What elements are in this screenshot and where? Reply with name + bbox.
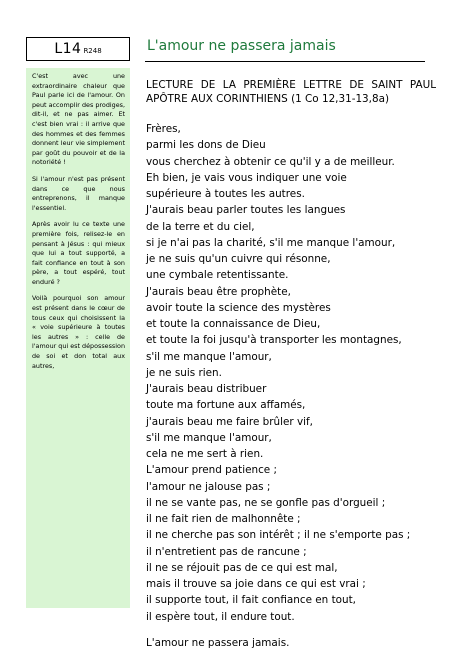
verse-line: s'il me manque l'amour, xyxy=(146,350,272,363)
verse-line: et toute la connaissance de Dieu, xyxy=(146,318,321,330)
commentary-paragraph: C'est avec une extraordinaire chaleur que Paul parle ici de l'amour. On peut accomplir des prodiges, dit-il, et ne pas aimer. Et c'est bien vrai : il arrive que des hommes et des femmes donnent leur vie simplement par goût du pouvoir et de la notoriété ! xyxy=(32,72,125,167)
verse-line: s'il me manque l'amour, xyxy=(146,431,272,444)
verse-line: J'aurais beau parler toutes les langues xyxy=(146,204,346,217)
commentary-paragraph: Après avoir lu ce texte une première fois, relisez-le en pensant à Jésus : qui mieux que lui a tout supporté, a fait confiance en tout à son père, a tout espéré, tout enduré ? xyxy=(32,220,125,286)
verse-line: l'amour ne jalouse pas ; xyxy=(146,480,271,493)
verse-line: supérieure à toutes les autres. xyxy=(146,188,305,200)
commentary-paragraph: Si l'amour n'est pas présent dans ce que nous entreprenons, il manque l'essentiel. xyxy=(32,174,125,212)
commentary-sidebar xyxy=(26,68,130,608)
verse-line: il n'entretient pas de rancune ; xyxy=(146,545,307,558)
verse-line: une cymbale retentissante. xyxy=(146,269,289,282)
verse-line: il ne fait rien de malhonnête ; xyxy=(146,513,301,525)
verse-line: L'amour prend patience ; xyxy=(146,464,277,477)
verse-line: Eh bien, je vais vous indiquer une voie xyxy=(146,171,347,184)
verse-list xyxy=(146,121,436,625)
verse-line: J'aurais beau distribuer xyxy=(146,383,267,395)
verse-line: vous cherchez à obtenir ce qu'il y a de meilleur. xyxy=(146,155,395,168)
reading-code: L14 xyxy=(54,41,82,57)
verse-line: j'aurais beau me faire brûler vif, xyxy=(146,415,313,428)
verse-line: de la terre et du ciel, xyxy=(146,220,255,233)
verse-line: il ne cherche pas son intérêt ; il ne s'emporte pas ; xyxy=(146,529,411,542)
page-title: L'amour ne passera jamais xyxy=(147,38,336,54)
verse-line: il ne se réjouit pas de ce qui est mal, xyxy=(146,561,338,574)
verse-line: et toute la foi jusqu'à transporter les montagnes, xyxy=(146,334,402,347)
verse-line: il ne se vante pas, ne se gonfle pas d'orgueil ; xyxy=(146,496,386,509)
commentary-paragraph: Voilà pourquoi son amour est présent dans le cœur de tous ceux qui choisissent la « voie supérieure à toutes les autres » : celle de l'amour qui est dépossession de soi et don total aux autres, xyxy=(32,294,125,370)
verse-line: je ne suis qu'un cuivre qui résonne, xyxy=(146,253,331,265)
reading-subcode: R248 xyxy=(83,47,102,55)
verse-line: il espère tout, il endure tout. xyxy=(146,610,295,623)
verse-line: parmi les dons de Dieu xyxy=(146,139,266,152)
verse-line: J'aurais beau être prophète, xyxy=(146,285,291,298)
verse-line: avoir toute la science des mystères xyxy=(146,301,331,314)
verse-line: toute ma fortune aux affamés, xyxy=(146,399,306,412)
reading-code-box xyxy=(26,37,130,61)
reading-text xyxy=(146,78,436,651)
title-underline xyxy=(145,61,425,62)
verse-line: cela ne me sert à rien. xyxy=(146,448,264,460)
reading-heading: LECTURE DE LA PREMIÈRE LETTRE DE SAINT PAUL APÔTRE AUX CORINTHIENS (1 Co 12,31-13,8a) xyxy=(146,79,436,105)
verse-line: si je n'ai pas la charité, s'il me manque l'amour, xyxy=(146,236,396,249)
verse-line: Frères, xyxy=(146,123,181,135)
reading-conclusion: L'amour ne passera jamais. xyxy=(146,636,290,649)
verse-line: il supporte tout, il fait confiance en tout, xyxy=(146,594,356,607)
verse-line: mais il trouve sa joie dans ce qui est vrai ; xyxy=(146,578,366,590)
verse-line: je ne suis rien. xyxy=(146,366,222,379)
